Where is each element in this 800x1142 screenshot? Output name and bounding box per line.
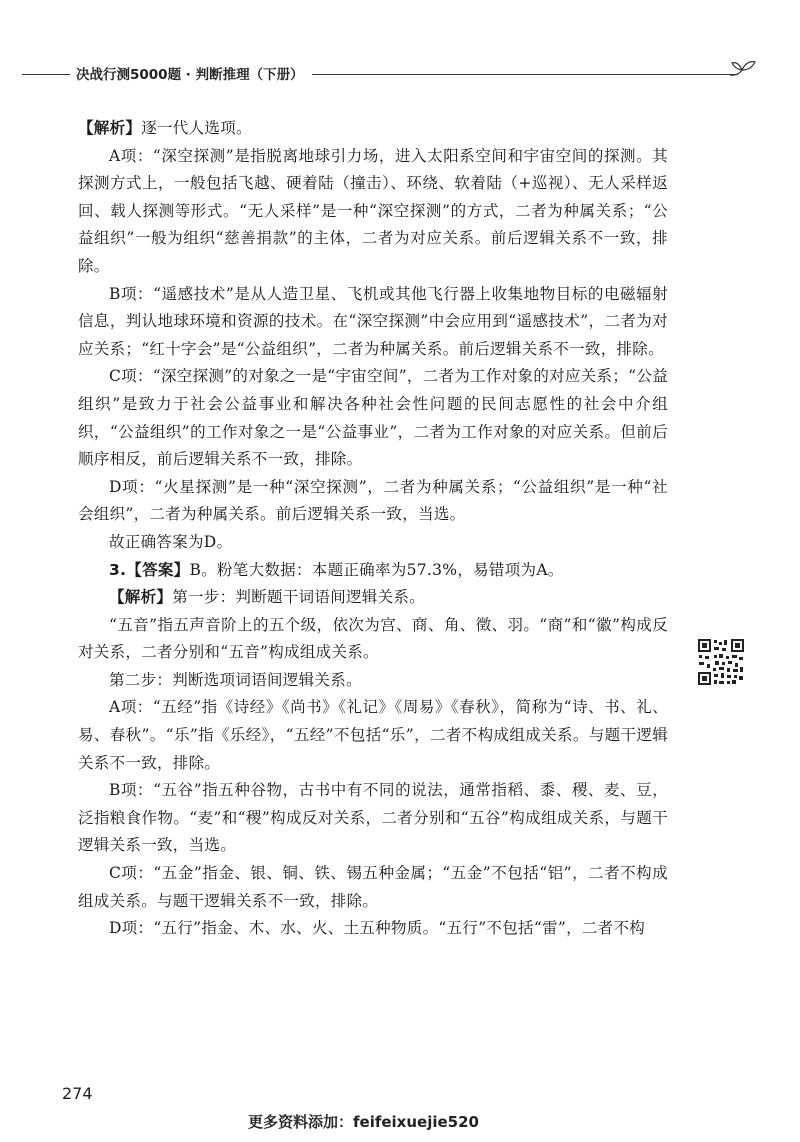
q3-option-c: C项：“五金”指金、银、铜、铁、锡五种金属；“五金”不包括“铝”，二者不构成组成关系。与题干逻辑关系不一致，排除。	[78, 864, 668, 910]
header-title: 决战行测5000题 · 判断推理（下册）	[76, 67, 304, 83]
option-d-analysis: D项：“火星探测”是一种“深空探测”，二者为种属关系；“公益组织”是一种“社会组织”，二者为种属关系。前后逻辑关系一致，当选。	[78, 477, 668, 524]
qr-code-icon[interactable]	[697, 638, 745, 686]
analysis-intro-text: 逐一代人选项。	[141, 119, 252, 137]
q3-step2: 第二步：判断选项词语间逻辑关系。	[109, 670, 362, 689]
option-a-analysis: A项：“深空探测”是指脱离地球引力场，进入太阳系空间和宇宙空间的探测。其探测方式上，一般包括飞越、硬着陆（撞击）、环绕、软着陆（+巡视）、无人采样返回、载人探测等形式。“无人采样”是一种“深空探测”的方式，二者为种属关系；“公益组织”一般为组织“慈善捐款”的主体，二者为对应关系。前后逻辑关系不一致，排除。	[78, 146, 668, 275]
header-rule-right	[312, 74, 738, 75]
q3-option-b: B项：“五谷”指五种谷物，古书中有不同的说法，通常指稻、黍、稷、麦、豆，泛指粮食作物。“麦”和“稷”构成反对关系，二者分别和“五谷”构成组成关系，与题干逻辑关系一致，当选。	[78, 781, 668, 855]
q3-analysis-label: 【解析】	[109, 588, 173, 607]
sprout-icon	[728, 56, 758, 86]
q3-answer-text: B。粉笔大数据：本题正确率为57.3%，易错项为A。	[189, 560, 564, 579]
article-body	[78, 115, 668, 943]
header-rule-left	[22, 74, 70, 75]
option-b-analysis: B项：“遥感技术”是从人造卫星、飞机或其他飞行器上收集地物目标的电磁辐射信息，判认地球环境和资源的技术。在“深空探测”中会应用到“遥感技术”，二者为对应关系；“红十字会”是“公益组织”，二者为种属关系。前后逻辑关系不一致，排除。	[78, 284, 668, 358]
q3-analysis-step1	[78, 584, 668, 612]
q3-option-d: D项：“五行”指金、木、水、火、土五种物质。“五行”不包括“雷”，二者不构	[109, 919, 646, 938]
answer-label: 【答案】	[126, 560, 190, 579]
q3-option-a: A项：“五经”指《诗经》《尚书》《礼记》《周易》《春秋》，简称为“诗、书、礼、易、春秋”。“乐”指《乐经》，“五经”不包括“乐”，二者不构成组成关系。与题干逻辑关系不一致，排除。	[78, 698, 668, 772]
q3-stem-relation: “五音”指五声音阶上的五个级，依次为宫、商、角、徵、羽。“商”和“徽”构成反对关系，二者分别和“五音”构成组成关系。	[78, 615, 668, 662]
q3-number: 3.	[109, 560, 127, 579]
running-header	[0, 58, 800, 88]
correct-answer-line: 故正确答案为D。	[109, 532, 233, 551]
q3-answer	[78, 557, 668, 585]
analysis-label: 【解析】	[78, 119, 142, 137]
analysis-intro	[78, 115, 668, 143]
option-c-analysis: C项：“深空探测”的对象之一是“宇宙空间”，二者为工作对象的对应关系；“公益组织”是致力于社会公益事业和解决各种社会性问题的民间志愿性的社会中介组织，“公益组织”的工作对象之一是“公益事业”，二者为工作对象的对应关系。但前后顺序相反，前后逻辑关系不一致，排除。	[78, 367, 668, 469]
footer-contact: 更多资料添加：feifeixuejie520	[248, 1113, 479, 1131]
q3-step1-text: 第一步：判断题干词语间逻辑关系。	[172, 588, 426, 607]
page-number: 274	[62, 1084, 93, 1103]
